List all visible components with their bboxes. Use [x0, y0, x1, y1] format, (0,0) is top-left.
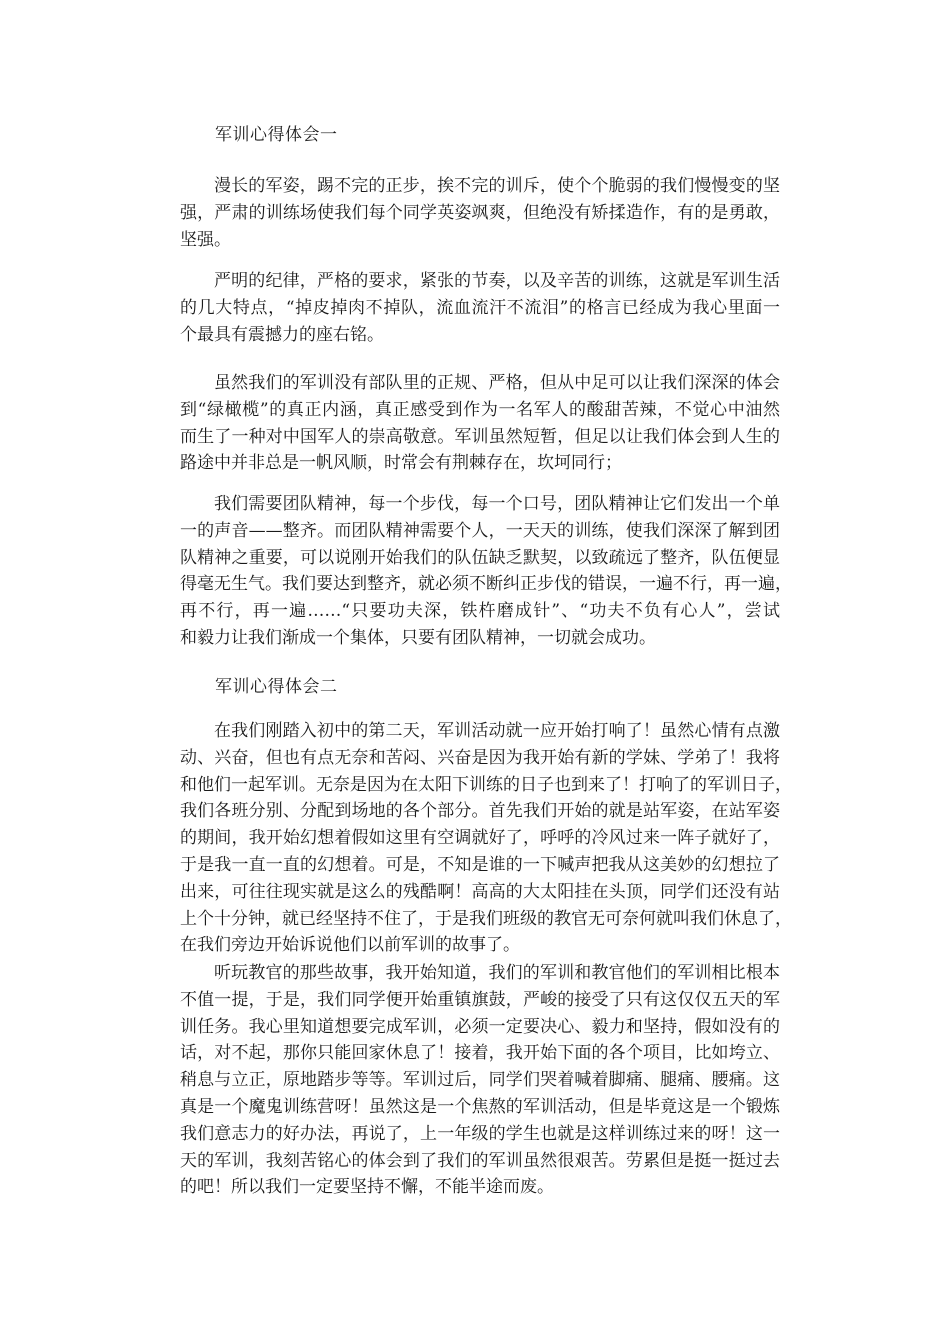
text-line: 的吧！所以我们一定要坚持不懈，不能半途而废。: [180, 1177, 554, 1198]
text-line: 上个十分钟，就已经坚持不住了，于是我们班级的教官无可奈何就叫我们休息了，: [180, 908, 792, 929]
text-line: 训任务。我心里知道想要完成军训，必须一定要决心、毅力和坚持，假如没有的: [180, 1016, 780, 1037]
text-line: 稍息与立正，原地踏步等等。军训过后，同学们哭着喊着脚痛、腿痛、腰痛。这: [180, 1070, 780, 1091]
text-line: 严明的纪律，严格的要求，紧张的节奏，以及辛苦的训练，这就是军训生活: [214, 271, 780, 291]
paragraph: [180, 370, 780, 477]
text-line: 于是我一直一直的幻想着。可是，不知是谁的一下喊声把我从这美妙的幻想拉了: [180, 854, 780, 875]
text-line: 我们需要团队精神，每一个步伐，每一个口号，团队精神让它们发出一个单: [214, 494, 780, 514]
text-line: 再不行，再一遍……“只要功夫深，铁杵磨成针”、“功夫不负有心人”，尝试: [180, 601, 780, 622]
text-line: 不值一提，于是，我们同学便开始重镇旗鼓，严峻的接受了只有这仅仅五天的军: [180, 989, 780, 1010]
text-line: 我们各班分别、分配到场地的各个部分。首先我们开始的就是站军姿，在站军姿: [180, 801, 780, 822]
text-line: 一的声音——整齐。而团队精神需要个人，一天天的训练，使我们深深了解到团: [180, 520, 780, 541]
text-line: 到“绿橄榄”的真正内涵，真正感受到作为一名军人的酸甜苦辣，不觉心中油然: [180, 399, 780, 420]
section-heading-1: 军训心得体会一: [215, 125, 338, 145]
text-line: 的几大特点，“掉皮掉肉不掉队，流血流汗不流泪”的格言已经成为我心里面一: [180, 297, 780, 318]
section-heading-2: 军训心得体会二: [215, 677, 338, 697]
text-line: 和毅力让我们渐成一个集体，只要有团队精神，一切就会成功。: [180, 627, 656, 648]
text-line: 在我们刚踏入初中的第二天，军训活动就一应开始打响了！虽然心情有点激: [214, 721, 780, 741]
text-line: 队精神之重要，可以说刚开始我们的队伍缺乏默契，以致疏远了整齐，队伍便显: [180, 547, 780, 568]
paragraph: [180, 960, 780, 1201]
text-line: 得毫无生气。我们要达到整齐，就必须不断纠正步伐的错误，一遍不行，再一遍，: [180, 574, 792, 595]
text-line: 的期间，我开始幻想着假如这里有空调就好了，呼呼的冷风过来一阵子就好了，: [180, 828, 780, 849]
text-line: 个最具有震撼力的座右铭。: [180, 324, 384, 345]
text-line: 强，严肃的训练场使我们每个同学英姿飒爽，但绝没有矫揉造作，有的是勇敢，: [180, 202, 780, 223]
text-line: 虽然我们的军训没有部队里的正规、严格，但从中足可以让我们深深的体会: [214, 373, 780, 393]
text-line: 真是一个魔鬼训练营呀！虽然这是一个焦熬的军训活动，但是毕竟这是一个锻炼: [180, 1096, 780, 1117]
paragraph: [180, 491, 792, 652]
text-line: 漫长的军姿，踢不完的正步，挨不完的训斥，使个个脆弱的我们慢慢变的坚: [214, 176, 780, 196]
paragraph: [180, 718, 792, 959]
text-line: 和他们一起军训。无奈是因为在太阳下训练的日子也到来了！打响了的军训日子，: [180, 774, 792, 795]
text-line: 话，对不起，那你只能回家休息了！接着，我开始下面的各个项目，比如垮立、: [180, 1043, 780, 1064]
text-line: 坚强。: [180, 229, 231, 250]
text-line: 天的军训，我刻苦铭心的体会到了我们的军训虽然很艰苦。劳累但是挺一挺过去: [180, 1150, 780, 1171]
text-line: 动、兴奋，但也有点无奈和苦闷、兴奋是因为我开始有新的学妹、学弟了！我将: [180, 747, 780, 768]
text-line: 路途中并非总是一帆风顺，时常会有荆棘存在，坎坷同行；: [180, 453, 622, 474]
text-line: 在我们旁边开始诉说他们以前军训的故事了。: [180, 935, 520, 956]
paragraph: [180, 173, 780, 253]
text-line: 出来，可往往现实就是这么的残酷啊！高高的大太阳挂在头顶，同学们还没有站: [180, 881, 780, 902]
paragraph: [180, 268, 780, 348]
text-line: 而生了一种对中国军人的崇高敬意。军训虽然短暂，但足以让我们体会到人生的: [180, 426, 780, 447]
text-line: 我们意志力的好办法，再说了，上一年级的学生也就是这样训练过来的呀！这一: [180, 1123, 780, 1144]
text-line: 听玩教官的那些故事，我开始知道，我们的军训和教官他们的军训相比根本: [214, 963, 780, 983]
